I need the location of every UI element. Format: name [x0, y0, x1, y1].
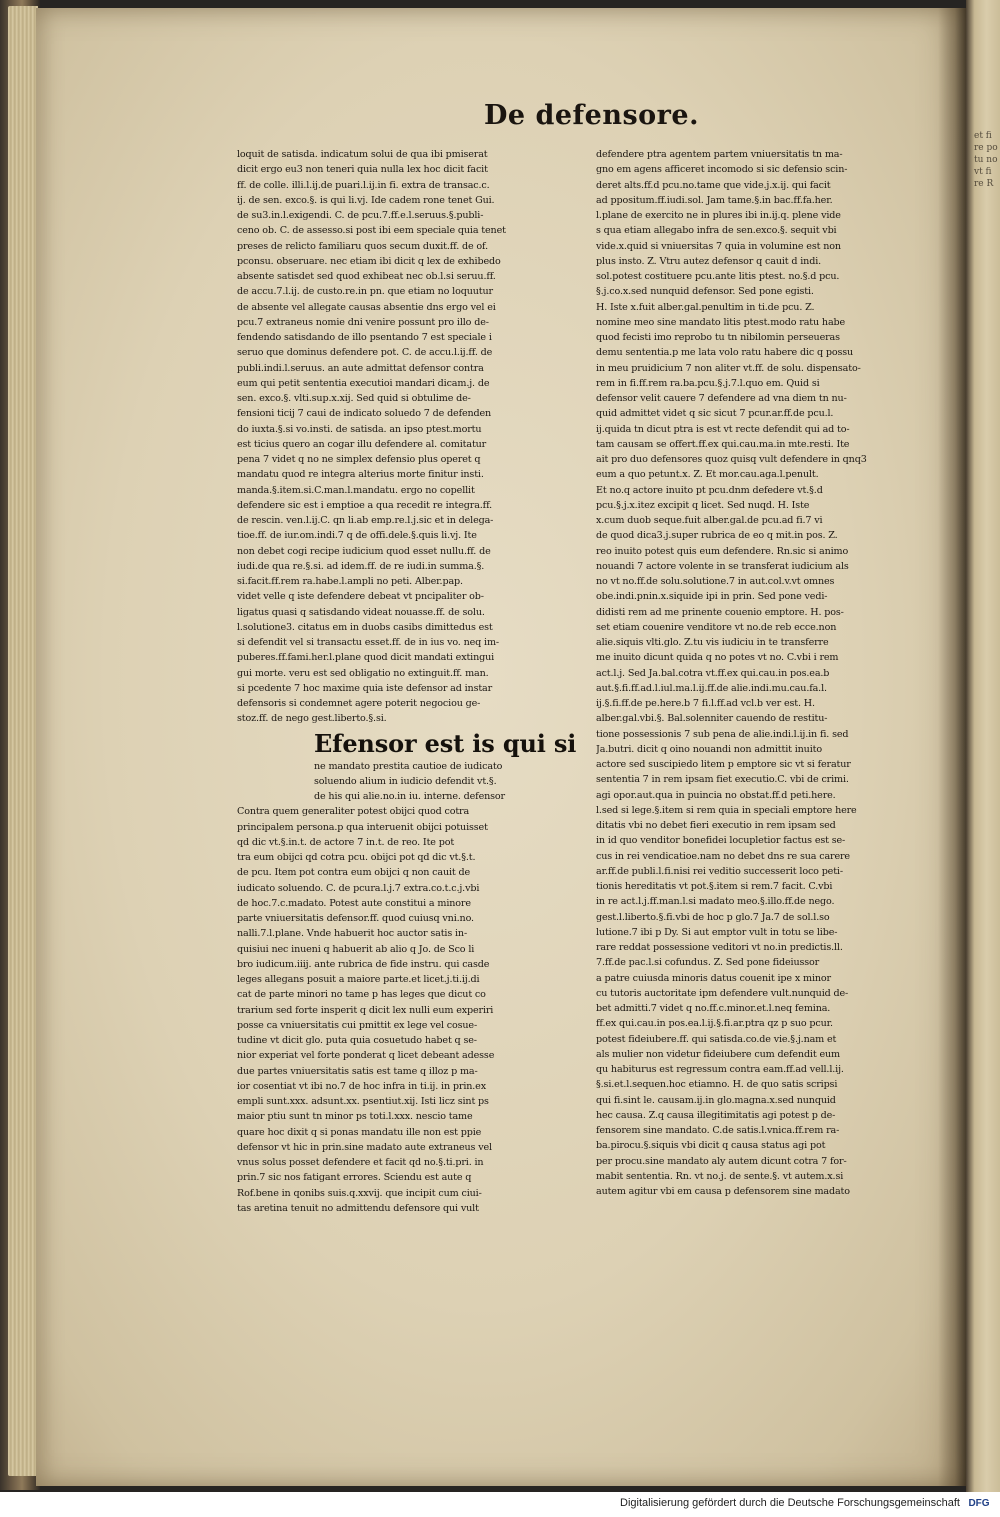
text-line: ij.quida tn dicut ptra is est vt recte defendit qui ad to-	[596, 423, 850, 435]
text-line: alie.siquis vlti.glo. Z.tu vis iudiciu in te transferre	[596, 637, 829, 648]
text-line: cu tutoris auctoritate ipm defendere vult.nunquid de-	[596, 987, 849, 999]
footer-credit: Digitalisierung gefördert durch die Deutsche Forschungsgemeinschaft	[620, 1497, 960, 1509]
text-line: actore sed suscipiedo litem p emptore sic vt si feratur	[596, 759, 851, 770]
text-line: defendere sic est i emptioe a qua recedit re integra.ff.	[237, 499, 493, 511]
text-line: videt velle q iste defendere debeat vt pncipaliter ob-	[237, 591, 484, 603]
text-line: mandatu quod re integra alterius morte finitur insti.	[237, 469, 484, 481]
text-line: 7.ff.de pac.l.si cofundus. Z. Sed pone fideiussor	[596, 957, 820, 969]
text-line: ceno ob. C. de assesso.si post ibi eem speciale quia tenet	[237, 225, 506, 237]
text-line: est ticius quero an cogar illu defendere al. comitatur	[237, 438, 487, 450]
text-line: vnus solus posset defendere et facit qd no.§.ti.pri. in	[237, 1157, 484, 1168]
text-line: lutione.7 ibi p Dy. Si aut emptor vult in totu se libe-	[596, 926, 838, 938]
page-stack-edge	[8, 6, 38, 1476]
text-line: pcu.§.j.x.itez excipit q licet. Sed nuqd. H. Iste	[596, 499, 810, 511]
text-line: qui fi.sint le. causam.ij.in glo.magna.x.sed nunquid	[596, 1094, 836, 1106]
text-line: ne mandato prestita cautioe de iudicato	[314, 760, 503, 772]
text-line: preses de relicto familiaru quos secum duxit.ff. de of.	[237, 240, 488, 252]
text-line: tudine vt dicit glo. puta quia cosuetudo habet q se-	[237, 1035, 477, 1046]
text-line: empli sunt.xxx. adsunt.xx. psentiut.xij. Isti licz sint ps	[237, 1096, 489, 1107]
text-line: Contra quem generaliter potest obijci quod cotra	[237, 806, 470, 818]
text-line: bro iudicum.iiij. ante rubrica de fide instru. qui casde	[237, 958, 490, 970]
text-line: nalli.7.l.plane. Vnde habuerit hoc auctor satis in-	[237, 928, 468, 940]
facing-page-edge	[966, 0, 1000, 1492]
text-line: absente satisdet sed quod exhibeat nec ob.l.si seruu.ff.	[237, 271, 496, 282]
text-line: cat de parte minori no tame p has leges que dicut co	[237, 989, 486, 1001]
text-line: dicit ergo eu3 non teneri quia nulla lex hoc dicit facit	[237, 164, 488, 176]
text-line: defensoris si condemnet agere poterit negociou ge-	[237, 698, 481, 709]
text-line: l.solutione3. citatus em in duobs casibs dimittedus est	[237, 621, 493, 633]
text-line: due partes vniuersitatis satis est tame q illoz p ma-	[237, 1065, 478, 1077]
text-line: in meu pruidicium 7 non aliter vt.ff. de solu. dispensato-	[596, 362, 861, 374]
text-line: fendendo satisdando de illo psentando 7 est speciale i	[237, 332, 492, 343]
text-line: per procu.sine mandato aly autem dicunt cotra 7 for-	[596, 1155, 847, 1167]
text-line: posse ca vniuersitatis cui pmittit ex lege vel cosue-	[237, 1019, 478, 1031]
text-line: nomine meo sine mandato litis ptest.modo ratu habe	[596, 316, 846, 328]
text-line: de his qui alie.no.in iu. interne. defensor	[314, 791, 505, 802]
text-line: l.sed si lege.§.item si rem quia in speciali emptore here	[596, 804, 857, 816]
text-line: tionis hereditatis vt pot.§.item si rem.7 facit. C.vbi	[596, 881, 833, 892]
text-line: autem agitur vbi em causa p defensorem sine madato	[596, 1186, 850, 1197]
text-line: defendere ptra agentem partem vniuersitatis tn ma-	[596, 149, 843, 160]
text-line: a patre cuiusda minoris datus couenit ipe x minor	[596, 972, 831, 984]
text-line: quid admittet videt q sic sicut 7 pcur.ar.ff.de pcu.l.	[596, 408, 834, 420]
text-line: ff.ex qui.cau.in pos.ea.l.ij.§.fi.ar.ptra qz p suo pcur.	[596, 1018, 833, 1030]
text-line: set etiam couenire venditore vt no.de reb ecce.non	[596, 621, 837, 633]
text-line: tra eum obijci qd cotra pcu. obijci pot qd dic vt.§.t.	[237, 852, 476, 863]
dfg-logo-icon: DFG	[968, 1498, 990, 1509]
text-line: act.l.j. Sed Ja.bal.cotra vt.ff.ex qui.cau.in pos.ea.b	[596, 667, 830, 679]
text-line: ij.§.fi.ff.de pe.here.b 7 fi.l.ff.ad vcl.b ver est. H.	[596, 698, 815, 709]
text-line: maior ptiu sunt tn minor ps toti.l.xxx. nescio tame	[237, 1111, 473, 1123]
left-column-bottom-block	[237, 804, 555, 1216]
right-column-block	[596, 147, 908, 1199]
text-line: do iuxta.§.si vo.insti. de satisda. an ipso ptest.mortu	[237, 423, 482, 435]
text-line: ff. de colle. illi.l.ij.de puari.l.ij.in fi. extra de transac.c.	[237, 179, 490, 191]
text-line: eum a quo petunt.x. Z. Et mor.cau.aga.l.penult.	[596, 469, 819, 481]
text-line: plus insto. Z. Vtru autez defensor q cauit d indi.	[596, 255, 822, 267]
left-text-column	[237, 147, 577, 1216]
text-line: me inuito dicunt quida q no potes vt no. C.vbi i rem	[596, 652, 839, 664]
text-line: parte vniuersitatis defensor.ff. quod cuiusq vni.no.	[237, 913, 474, 924]
facing-page-fragments: et fi re po tu no vt fi re R	[974, 131, 998, 189]
text-line: de quod dica3.j.super rubrica de eo q mit.in pos. Z.	[596, 530, 838, 542]
text-line: ligatus quasi q satisdando videat nouasse.ff. de solu.	[237, 606, 485, 618]
text-line: vide.x.quid si vniuersitas 7 quia in volumine est non	[596, 240, 841, 252]
text-line: loquit de satisda. indicatum solui de qua ibi pmiserat	[237, 149, 488, 160]
text-line: cus in rei vendicatioe.nam no debet dns re sua carere	[596, 850, 850, 862]
text-line: manda.§.item.si.C.man.l.mandatu. ergo no copellit	[237, 484, 475, 496]
text-line: tione possessionis 7 sub pena de alie.indi.l.ij.in fi. sed	[596, 728, 849, 740]
text-line: puberes.ff.fami.her.l.plane quod dicit mandati extingui	[237, 652, 495, 664]
text-line: prin.7 sic nos fatigant errores. Sciendu est aute q	[237, 1172, 472, 1184]
text-line: de su3.in.l.exigendi. C. de pcu.7.ff.e.l.seruus.§.publi-	[237, 210, 484, 221]
text-line: fensioni ticij 7 caui de indicato soluedo 7 de defenden	[237, 408, 492, 420]
text-line: quare hoc dixit q si ponas mandatu ille non est ppie	[237, 1126, 482, 1138]
text-line: no vt no.ff.de solu.solutione.7 in aut.col.v.vt omnes	[596, 576, 835, 587]
text-line: quisiui nec inueni q habuerit ab alio q Jo. de Sco li	[237, 943, 475, 955]
text-line: de hoc.7.c.madato. Potest aute constitui a minore	[237, 897, 471, 909]
text-line: sententia 7 in rem ipsam fiet executio.C. vbi de crimi.	[596, 774, 849, 786]
text-line: stoz.ff. de nego gest.liberto.§.si.	[237, 713, 387, 725]
text-line: nouandi 7 actore volente in se transferat iudicium als	[596, 560, 849, 572]
text-line: demu sententia.p me lata volo ratu habere dic q possu	[596, 347, 854, 359]
text-line: mabit sententia. Rn. vt no.j. de sente.§. vt autem.x.si	[596, 1170, 844, 1182]
text-line: si.facit.ff.rem ra.habe.l.ampli no peti. Alber.pap.	[237, 576, 463, 587]
text-line: defensor vt hic in prin.sine madato aute extraneus vel	[237, 1141, 492, 1153]
text-line: als mulier non videtur fideiubere cum defendit eum	[596, 1048, 840, 1060]
text-line: publi.indi.l.seruus. an aute admittat defensor contra	[237, 362, 484, 374]
text-line: gno em agens afficeret incomodo si sic defensio scin-	[596, 164, 848, 176]
text-line: Et no.q actore inuito pt pcu.dnm defedere vt.§.d	[596, 484, 823, 496]
text-line: de pcu. Item pot contra eum obijci q non cauit de	[237, 867, 471, 879]
section-heading: Efensor est is qui si	[314, 728, 577, 758]
text-line: obe.indi.pnin.x.siquide ipi in prin. Sed pone vedi-	[596, 591, 828, 603]
text-line: principalem persona.p qua interuenit obijci potuisset	[237, 821, 488, 833]
text-line: qd dic vt.§.in.t. de actore 7 in.t. de reo. Ite pot	[237, 836, 455, 848]
text-line: de absente vel allegate causas absentie dns ergo vel ei	[237, 301, 496, 313]
text-line: agi opor.aut.qua in puincia no obstat.ff.d peti.here.	[596, 789, 836, 801]
text-line: quod fecisti imo reprobo tu tn nibilomin perseueras	[596, 332, 840, 343]
text-line: trarium sed forte insperit q dicit lex nulli eum experiri	[237, 1004, 494, 1016]
text-line: tas aretina tenuit no admittendu defensore qui vult	[237, 1202, 479, 1214]
text-line: ditatis vbi no debet fieri executio in rem ipsam sed	[596, 820, 836, 831]
text-line: §.si.et.l.sequen.hoc etiamno. H. de quo satis scripsi	[596, 1079, 838, 1091]
text-line: rare reddat possessione veditori vt no.in predictis.ll.	[596, 942, 843, 953]
text-line: H. Iste x.fuit alber.gal.penultim in ti.de pcu. Z.	[596, 301, 815, 313]
text-line: de accu.7.l.ij. de custo.re.in pn. que etiam no loquutur	[237, 286, 493, 298]
text-line: pcu.7 extraneus nomie dni venire possunt pro illo de-	[237, 316, 489, 328]
text-line: gui morte. veru est sed obligatio no extinguit.ff. man.	[237, 667, 489, 679]
text-line: pconsu. obseruare. nec etiam ibi dicit q lex de exhibedo	[237, 255, 501, 267]
text-line: si defendit vel si transactu esset.ff. de in ius vo. neq im-	[237, 637, 500, 648]
text-line: nior experiat vel forte ponderat q licet debeant adesse	[237, 1050, 495, 1062]
gutter-shadow	[938, 8, 966, 1486]
text-line: gest.l.liberto.§.fi.vbi de hoc p glo.7 Ja.7 de sol.l.so	[596, 911, 830, 923]
running-head: De defensore.	[484, 100, 699, 131]
text-line: ait pro duo defensores quoz quisq vult defendere in qnq3	[596, 454, 867, 465]
text-line: iudicato soluendo. C. de pcura.l.j.7 extra.co.t.c.j.vbi	[237, 882, 480, 894]
text-line: tioe.ff. de iur.om.indi.7 q de offi.dele.§.quis li.vj. Ite	[237, 530, 477, 542]
text-line: pena 7 videt q no ne simplex defensio plus operet q	[237, 454, 481, 465]
text-line: ior cosentiat vt ibi no.7 de hoc infra in ti.ij. in prin.ex	[237, 1080, 486, 1092]
right-text-column	[596, 147, 908, 1199]
text-line: qu habiturus est regressum contra eam.ff.ad vell.l.ij.	[596, 1064, 844, 1075]
text-line: defensor velit cauere 7 defendere ad vna diem tn nu-	[596, 393, 847, 404]
text-line: de rescin. ven.l.ij.C. qn li.ab emp.re.l.j.sic et in delega-	[237, 515, 494, 526]
text-line: aut.§.fi.ff.ad.l.iul.ma.l.ij.ff.de alie.indi.mu.cau.fa.l.	[596, 682, 827, 694]
left-column-indented-block	[237, 759, 555, 805]
text-line: bet admitti.7 videt q no.ff.c.minor.et.l.neq femina.	[596, 1003, 831, 1014]
text-line: non debet cogi recipe iudicium quod esset nullu.ff. de	[237, 545, 491, 557]
text-line: s qua etiam allegabo infra de sen.exco.§. sequit vbi	[596, 225, 837, 237]
text-line: leges allegans posuit a maiore parte.et licet.j.ti.ij.di	[237, 974, 480, 985]
text-line: eum qui petit sententia executioi mandari dicam.j. de	[237, 377, 490, 389]
text-line: alber.gal.vbi.§. Bal.solenniter cauendo de restitu-	[596, 713, 828, 725]
text-line: fensorem sine mandato. C.de satis.l.vnica.ff.rem ra-	[596, 1125, 840, 1136]
text-line: sen. exco.§. vlti.sup.x.xij. Sed quid si obtulime de-	[237, 393, 471, 404]
text-line: ad ppositum.ff.iudi.sol. Jam tame.§.in bac.ff.fa.her.	[596, 194, 833, 206]
text-line: hec causa. Z.q causa illegitimitatis agi potest p de-	[596, 1109, 836, 1121]
text-line: in re act.l.j.ff.man.l.si madato meo.§.illo.ff.de nego.	[596, 896, 835, 908]
text-line: in id quo venditor bonefidei locupletior factus est se-	[596, 835, 846, 847]
text-line: ba.pirocu.§.siquis vbi dicit q causa status agi pot	[596, 1140, 826, 1152]
text-line: sol.potest costituere pcu.ante litis ptest. no.§.d pcu.	[596, 271, 840, 282]
text-line: iudi.de qua re.§.si. ad idem.ff. de re iudi.in summa.§.	[237, 560, 485, 572]
text-line: x.cum duob seque.fuit alber.gal.de pcu.ad fi.7 vi	[596, 515, 823, 526]
text-line: §.j.co.x.sed nunquid defensor. Sed pone egisti.	[596, 286, 814, 298]
text-line: ar.ff.de publi.l.fi.nisi rei veditio successerit loco peti-	[596, 865, 843, 877]
text-line: rem in fi.ff.rem ra.ba.pcu.§.j.7.l.quo em. Quid si	[596, 377, 820, 389]
text-line: deret alts.ff.d pcu.no.tame que vide.j.x.ij. qui facit	[596, 179, 831, 191]
left-column-top-block	[237, 147, 555, 727]
text-line: reo inuito potest quis eum defendere. Rn.sic si animo	[596, 545, 849, 557]
text-line: si pcedente 7 hoc maxime quia iste defensor ad instar	[237, 682, 493, 694]
text-line: potest fideiubere.ff. qui satisda.co.de vie.§.j.nam et	[596, 1033, 837, 1045]
text-line: Rof.bene in qonibs suis.q.xxvij. que incipit cum ciui-	[237, 1187, 482, 1199]
text-line: tam causam se offert.ff.ex qui.cau.ma.in mte.resti. Ite	[596, 438, 850, 450]
text-line: ij. de sen. exco.§. is qui li.vj. Ide cadem rone tenet Gui.	[237, 194, 495, 206]
text-line: didisti rem ad me prinente couenio emptore. H. pos-	[596, 606, 844, 618]
text-line: Ja.butri. dicit q oino nouandi non admittit inuito	[596, 743, 822, 755]
text-line: l.plane de exercito ne in plures ibi in.ij.q. plene vide	[596, 210, 841, 221]
text-line: seruo que dominus defendere pot. C. de accu.l.ij.ff. de	[237, 347, 493, 359]
text-line: soluendo alium in iudicio defendit vt.§.	[314, 775, 497, 787]
